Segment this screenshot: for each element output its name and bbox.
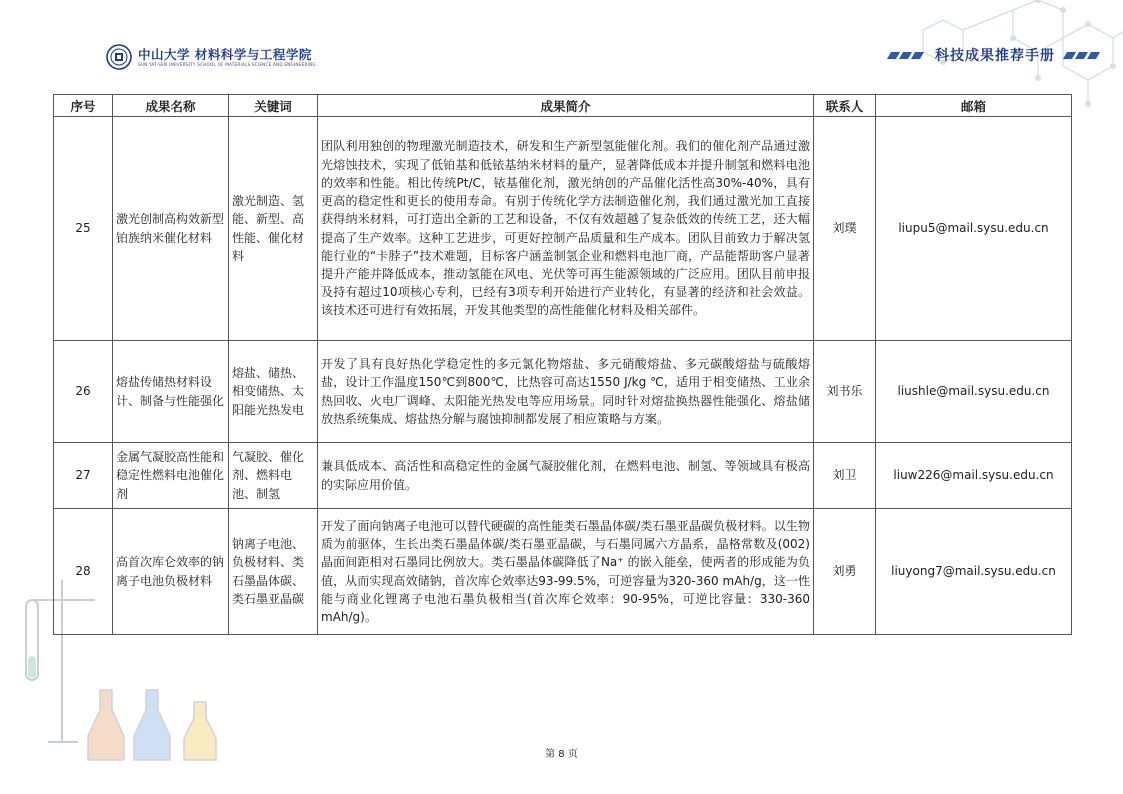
email-address: liuw226@mail.sysu.edu.cn [876,443,1072,509]
contact-person: 刘勇 [814,509,876,635]
email-address: liuyong7@mail.sysu.edu.cn [876,509,1072,635]
header-keywords: 关键词 [229,95,318,117]
university-seal-icon [106,44,132,70]
achievement-name: 激光创制高构效新型铂族纳米催化材料 [113,117,229,341]
page-number: 第 8 页 [545,749,578,760]
table-row [54,443,1072,509]
achievement-brief: 开发了具有良好热化学稳定性的多元氯化物熔盐、多元硝酸熔盐、多元碳酸熔盐与硫酸熔盐，设计工作温度150℃到800℃，比热容可高达1550 J/kg ℃，适用于相变储热、工业余热回收、火电厂调峰、太阳能光热发电等应用场景。同时针对熔盐换热器性能强化、熔盐储放热系统集成、熔盐热分解与腐蚀抑制都发展了相应策略与方案。 [318,341,814,443]
table-row [54,341,1072,443]
header-brief: 成果简介 [318,95,814,117]
row-number: 25 [54,117,113,341]
contact-person: 刘书乐 [814,341,876,443]
row-number: 27 [54,443,113,509]
achievement-brief: 开发了面向钠离子电池可以替代硬碳的高性能类石墨晶体碳/类石墨亚晶碳负极材料。以生物质为前驱体，生长出类石墨晶体碳/类石墨亚晶碳，与石墨同属六方晶系，晶格常数及(002)晶面间距相对石墨同比例放大。类石墨晶体碳降低了Na⁺ 的嵌入能垒，使两者的形成能为负值，从而实现高效储钠，首次库仑效率达93-99.5%，可逆容量为320-360 mAh/g，这一性能与商业化锂离子电池石墨负极相当(首次库仑效率：90-95%，可逆比容量：330-360 mAh/g)。 [318,509,814,635]
keywords: 气凝胶、催化剂、燃料电池、制氢 [229,443,318,509]
contact-person: 刘璞 [814,117,876,341]
keywords: 激光制造、氢能、新型、高性能、催化材料 [229,117,318,341]
table-header-row [54,95,1072,117]
table-row [54,509,1072,635]
header-email: 邮箱 [876,95,1072,117]
contact-person: 刘卫 [814,443,876,509]
school-name: 中山大学 材料科学与工程学院 [138,46,312,62]
table-row [54,117,1072,341]
achievement-brief: 兼具低成本、高活性和高稳定性的金属气凝胶催化剂，在燃料电池、制氢、等领域具有极高的实际应用价值。 [318,443,814,509]
header-name: 成果名称 [113,95,229,117]
header-contact: 联系人 [814,95,876,117]
school-name-en: SUN YAT-SEN UNIVERSITY SCHOOL OF MATERIALS SCIENCE AND ENGINEERING [138,61,316,67]
achievements-table [53,94,1072,635]
email-address: liupu5@mail.sysu.edu.cn [876,117,1072,341]
email-address: liushle@mail.sysu.edu.cn [876,341,1072,443]
row-number: 26 [54,341,113,443]
keywords: 钠离子电池、负极材料、类石墨晶体碳、类石墨亚晶碳 [229,509,318,635]
handbook-header [889,45,1101,65]
header-number: 序号 [54,95,113,117]
keywords: 熔盐、储热、相变储热、太阳能光热发电 [229,341,318,443]
handbook-title: 科技成果推荐手册 [935,48,1055,64]
achievement-name: 金属气凝胶高性能和稳定性燃料电池催化剂 [113,443,229,509]
stripes-decoration-left [889,52,925,59]
achievement-name: 熔盐传储热材料设计、制备与性能强化 [113,341,229,443]
stripes-decoration-right [1065,52,1101,59]
university-logo [106,43,316,71]
achievement-brief: 团队利用独创的物理激光制造技术，研发和生产新型氢能催化剂。我们的催化剂产品通过激光熔蚀技术，实现了低铂基和低铱基纳米材料的量产，显著降低成本并提升制氢和燃料电池的效率和性能。相比传统Pt/C，铱基催化剂，激光纳创的产品催化活性高30%-40%，具有更高的稳定性和更长的使用寿命。有别于传统化学方法制造催化剂，我们通过激光加工直接获得纳米材料，可打造出全新的工艺和设备，不仅有效超越了复杂低效的传统工艺，还大幅提高了生产效率。这种工艺进步，可更好控制产品质量和生产成本。团队目前致力于解决氢能行业的“卡脖子”技术难题，目标客户涵盖制氢企业和燃料电池厂商，产品能帮助客户显著提升产能并降低成本，推动氢能在风电、光伏等可再生能源领域的广泛应用。团队目前申报及持有超过10项核心专利，已经有3项专利开始进行产业转化，有显著的经济和社会效益。该技术还可进行有效拓展，开发其他类型的高性能催化材料及相关部件。 [318,117,814,341]
achievement-name: 高首次库仑效率的钠离子电池负极材料 [113,509,229,635]
row-number: 28 [54,509,113,635]
